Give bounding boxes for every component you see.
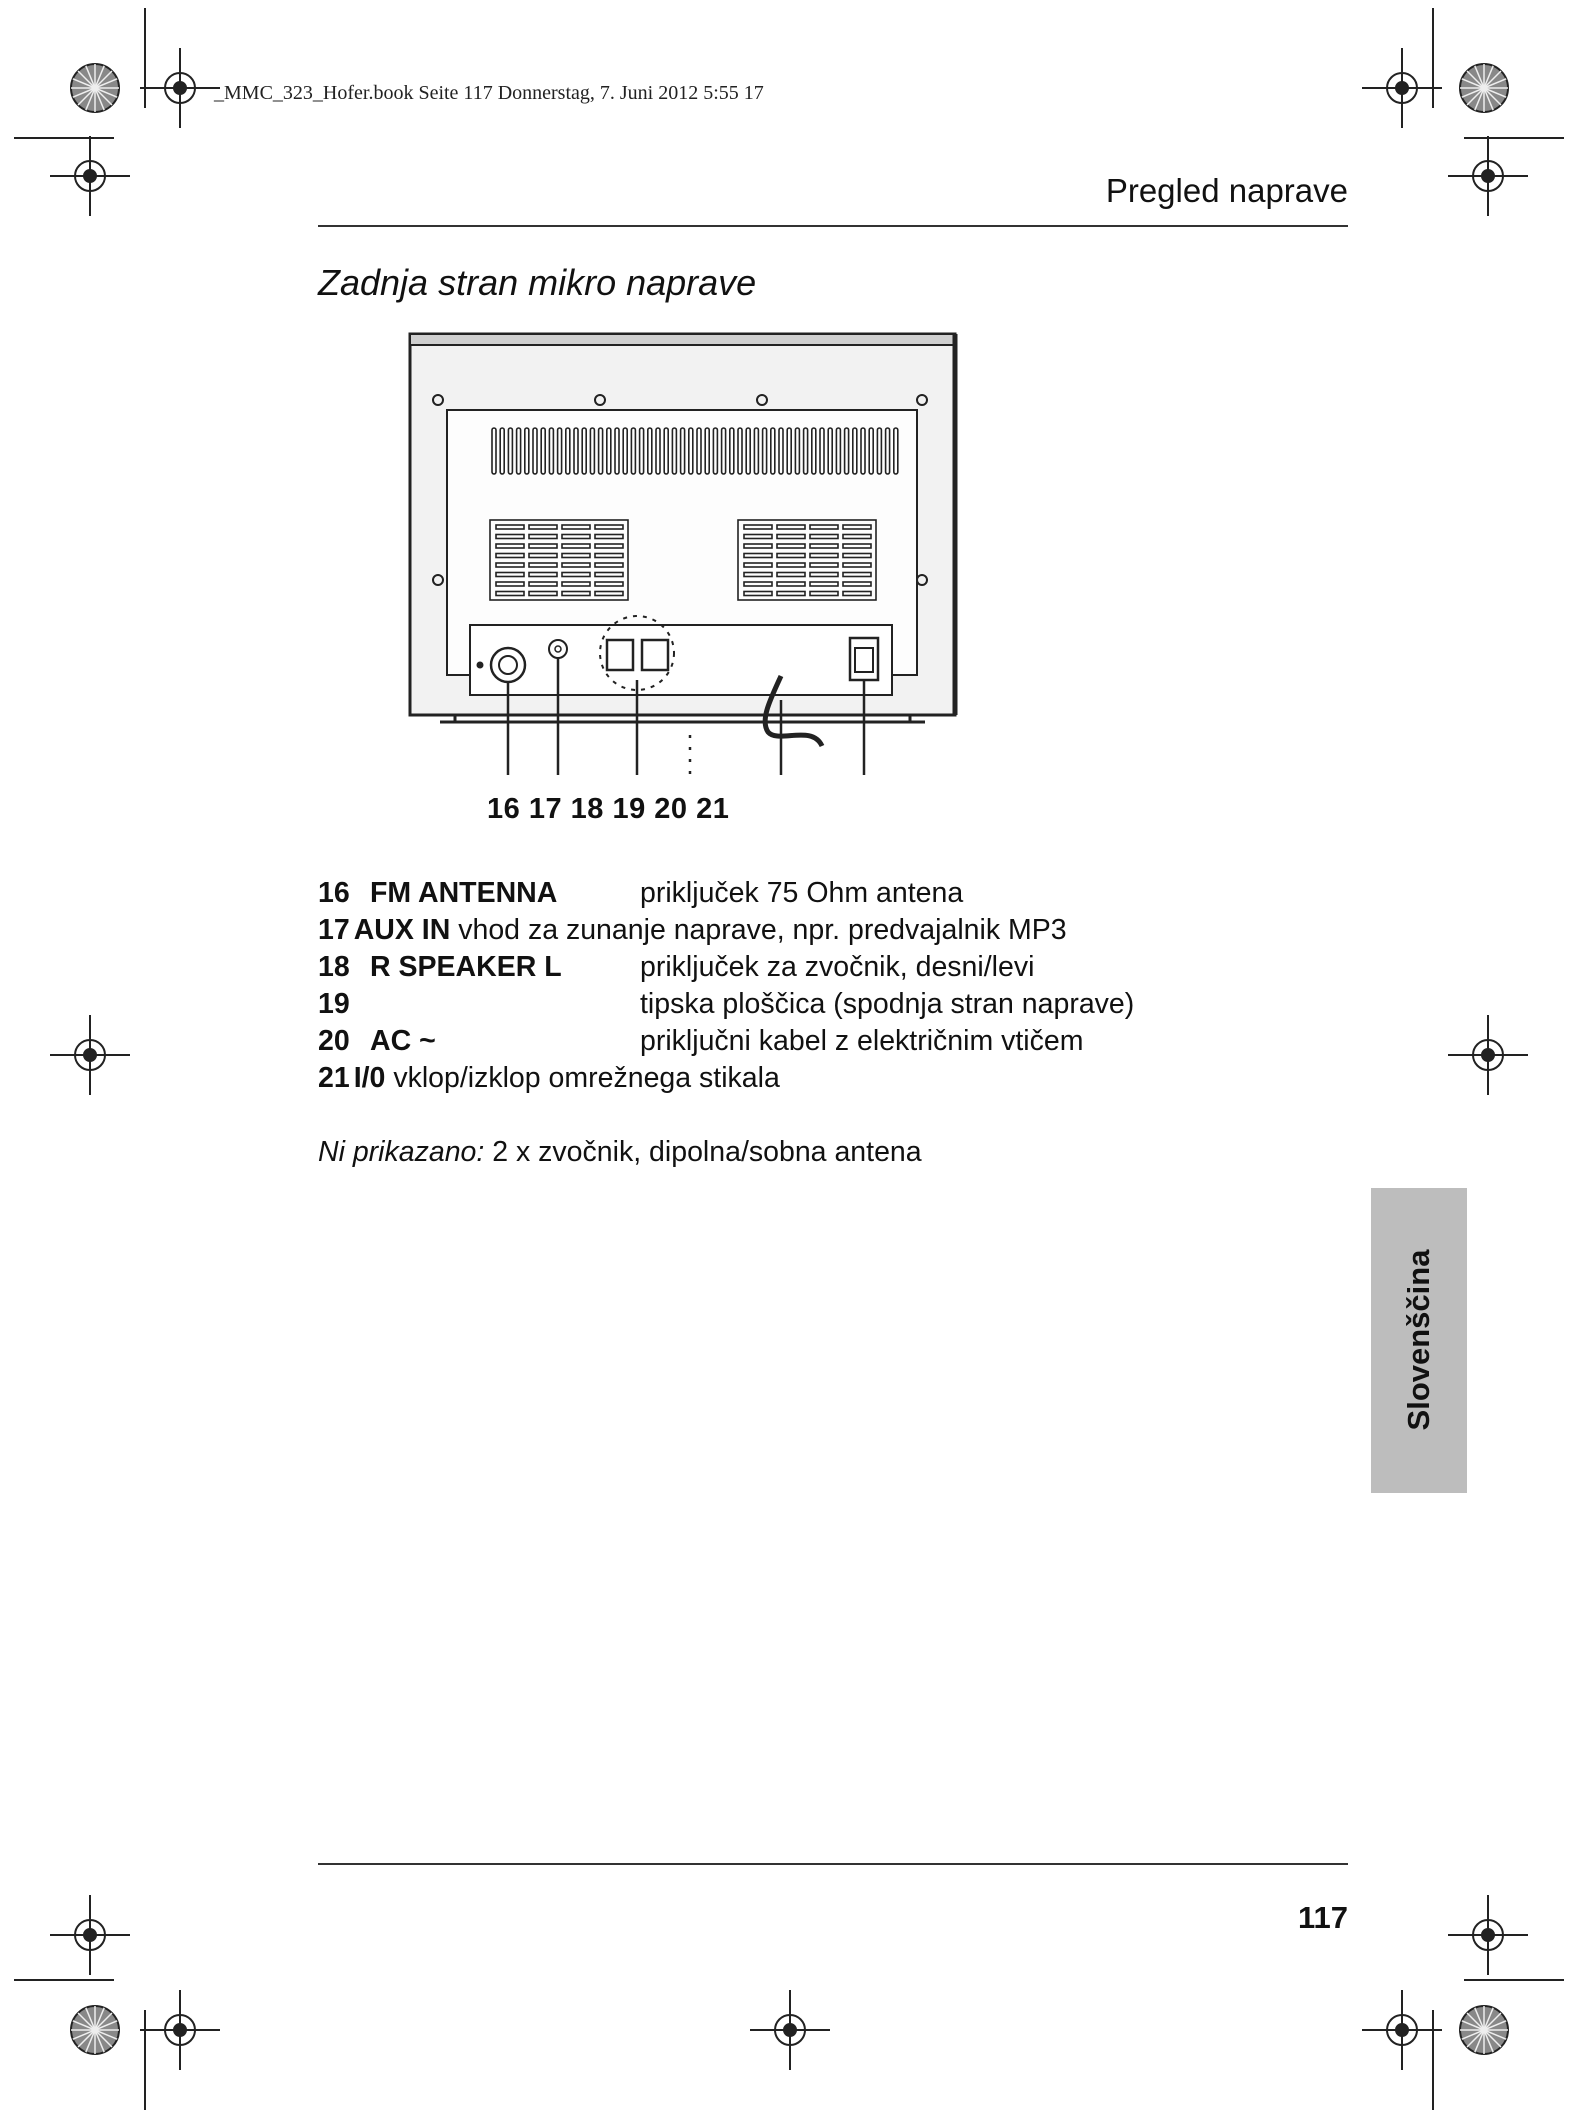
legend-term: AC ~ <box>370 1025 436 1057</box>
legend-description: priključek 75 Ohm antena <box>640 877 964 909</box>
note-text: 2 x zvočnik, dipolna/sobna antena <box>484 1136 922 1168</box>
legend-item-21 <box>318 1062 1318 1099</box>
legend-term: FM ANTENNA <box>370 877 558 909</box>
legend-item-19 <box>318 988 1318 1025</box>
not-shown-note <box>318 1136 922 1169</box>
language-tab <box>1371 1188 1467 1493</box>
legend-term: AUX IN <box>353 914 451 946</box>
bottom-divider <box>318 1863 1348 1865</box>
page-section-title: Pregled naprave <box>1105 172 1348 209</box>
legend-item-17 <box>318 914 1318 951</box>
print-header: _MMC_323_Hofer.book Seite 117 Donnerstag, 7. Juni 2012 5:55 17 <box>214 82 764 104</box>
legend-description: vhod za zunanje naprave, npr. predvajalnik MP3 <box>458 914 1067 946</box>
legend <box>318 877 1318 1099</box>
legend-description: tipska ploščica (spodnja stran naprave) <box>640 988 1135 1020</box>
legend-description: priključni kabel z električnim vtičem <box>640 1025 1084 1057</box>
language-tab-label: Slovenščina <box>1401 1249 1436 1431</box>
legend-item-20 <box>318 1025 1318 1062</box>
legend-item-18 <box>318 951 1318 988</box>
legend-number: 16 <box>318 877 350 909</box>
legend-description: vklop/izklop omrežnega stikala <box>393 1062 780 1094</box>
note-label: Ni prikazano: <box>318 1136 485 1168</box>
legend-number: 19 <box>318 988 350 1020</box>
legend-term: R SPEAKER L <box>370 951 562 983</box>
section-subtitle: Zadnja stran mikro naprave <box>318 262 757 303</box>
legend-number: 17 <box>318 914 350 946</box>
callout-numbers: 16 17 18 19 20 21 <box>487 793 730 825</box>
legend-number: 20 <box>318 1025 350 1057</box>
legend-term: I/0 <box>353 1062 386 1094</box>
legend-number: 18 <box>318 951 350 983</box>
legend-item-16 <box>318 877 1318 914</box>
legend-number: 21 <box>318 1062 350 1094</box>
page-number: 117 <box>1297 1900 1348 1935</box>
legend-description: priključek za zvočnik, desni/levi <box>640 951 1035 983</box>
